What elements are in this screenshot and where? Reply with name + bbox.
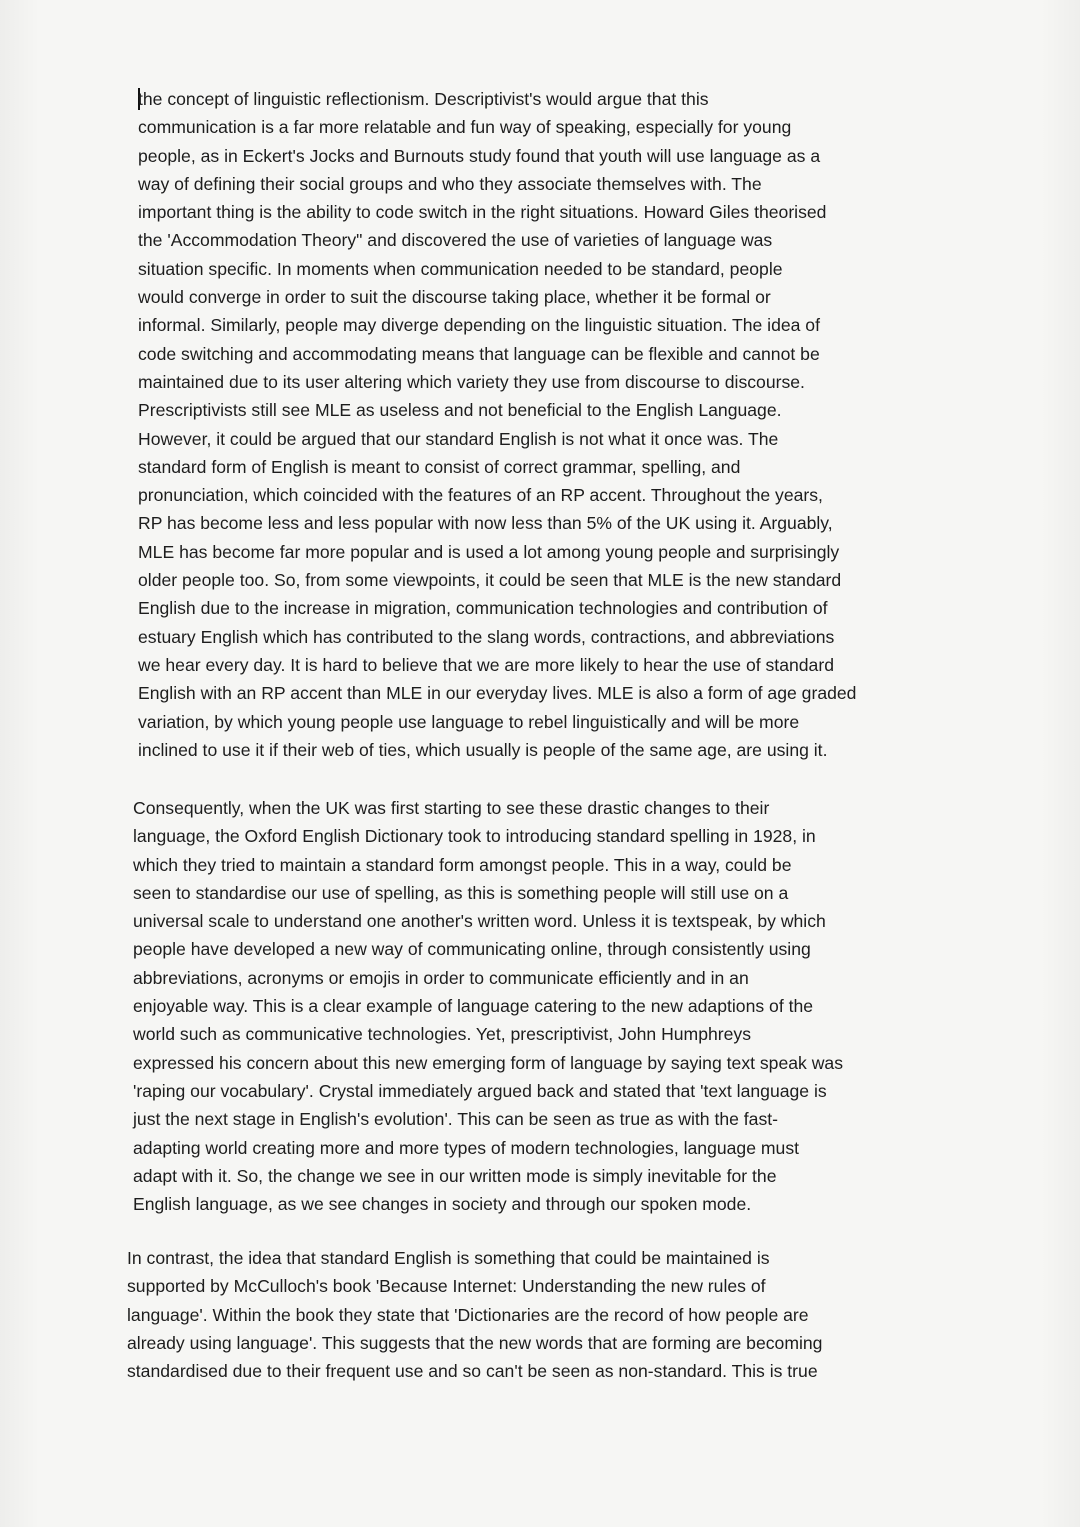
text-line: 'raping our vocabulary'. Crystal immediately argued back and stated that 'text language is [133,1080,827,1101]
text-line: inclined to use it if their web of ties, which usually is people of the same age, are using it. [138,739,828,760]
text-line: language'. Within the book they state that 'Dictionaries are the record of how people are [127,1304,809,1325]
text-line: Consequently, when the UK was first starting to see these drastic changes to their [133,798,770,818]
text-line: informal. Similarly, people may diverge depending on the linguistic situation. The idea of [138,315,820,336]
text-line: estuary English which has contributed to the slang words, contractions, and abbreviations [138,626,835,647]
text-line: standard form of English is meant to consist of correct grammar, spelling, and [138,456,741,477]
text-line: enjoyable way. This is a clear example of language catering to the new adaptions of the [133,996,814,1017]
text-line: adapting world creating more and more types of modern technologies, language must [133,1137,800,1158]
text-line: important thing is the ability to code switch in the right situations. Howard Giles theorised [138,202,827,223]
text-line: way of defining their social groups and who they associate themselves with. The [138,173,762,194]
text-line: just the next stage in English's evolution'. This can be seen as true as with the fast- [133,1109,779,1130]
text-line: we hear every day. It is hard to believe that we are more likely to hear the use of standard [138,654,834,675]
text-line: Prescriptivists still see MLE as useless and not beneficial to the English Language. [138,400,782,421]
text-line: English language, as we see changes in society and through our spoken mode. [133,1194,752,1215]
paragraph-3 [127,1244,822,1385]
text-line: abbreviations, acronyms or emojis in order to communicate efficiently and in an [133,967,749,988]
text-line: variation, by which young people use language to rebel linguistically and will be more [138,711,800,732]
text-line: MLE has become far more popular and is used a lot among young people and surprisingly [138,541,840,562]
text-line: which they tried to maintain a standard form amongst people. This in a way, could be [133,854,792,875]
text-line: pronunciation, which coincided with the features of an RP accent. Throughout the years, [138,485,823,506]
text-line: In contrast, the idea that standard English is something that could be maintained is [127,1248,770,1268]
text-line: seen to standardise our use of spelling, as this is something people will still use on a [133,882,789,903]
text-line: would converge in order to suit the discourse taking place, whether it be formal or [138,287,771,308]
text-line: already using language'. This suggests that the new words that are forming are becoming [127,1332,823,1353]
text-line: people, as in Eckert's Jocks and Burnouts study found that youth will use language as a [138,145,821,166]
text-line: world such as communicative technologies. Yet, prescriptivist, John Humphreys [133,1024,752,1045]
text-line: RP has become less and less popular with now less than 5% of the UK using it. Arguably, [138,513,833,534]
text-line: people have developed a new way of communicating online, through consistently using [133,939,811,960]
text-line: adapt with it. So, the change we see in our written mode is simply inevitable for the [133,1165,777,1186]
text-line: English with an RP accent than MLE in our everyday lives. MLE is also a form of age graded [138,683,857,704]
text-line: expressed his concern about this new emerging form of language by saying text speak was [133,1052,844,1073]
text-line: older people too. So, from some viewpoints, it could be seen that MLE is the new standard [138,570,842,591]
text-line: communication is a far more relatable and fun way of speaking, especially for young [138,117,792,138]
text-line: standardised due to their frequent use and so can't be seen as non-standard. This is true [127,1361,818,1382]
paragraph-2 [133,794,843,1218]
text-line: situation specific. In moments when communication needed to be standard, people [138,258,783,279]
text-line: language, the Oxford English Dictionary took to introducing standard spelling in 1928, in [133,826,816,847]
text-line: maintained due to its user altering which variety they use from discourse to discourse. [138,371,805,392]
text-line: English due to the increase in migration, communication technologies and contribution of [138,598,828,619]
text-line: code switching and accommodating means that language can be flexible and cannot be [138,343,820,364]
text-line: supported by McCulloch's book 'Because Internet: Understanding the new rules of [127,1276,766,1297]
text-line: However, it could be argued that our standard English is not what it once was. The [138,428,779,449]
paragraph-1 [138,85,856,764]
text-line: universal scale to understand one another's written word. Unless it is textspeak, by which [133,911,826,932]
text-line: the 'Accommodation Theory" and discovered the use of varieties of language was [138,230,773,251]
text-line: the concept of linguistic reflectionism. Descriptivist's would argue that this [138,89,709,109]
